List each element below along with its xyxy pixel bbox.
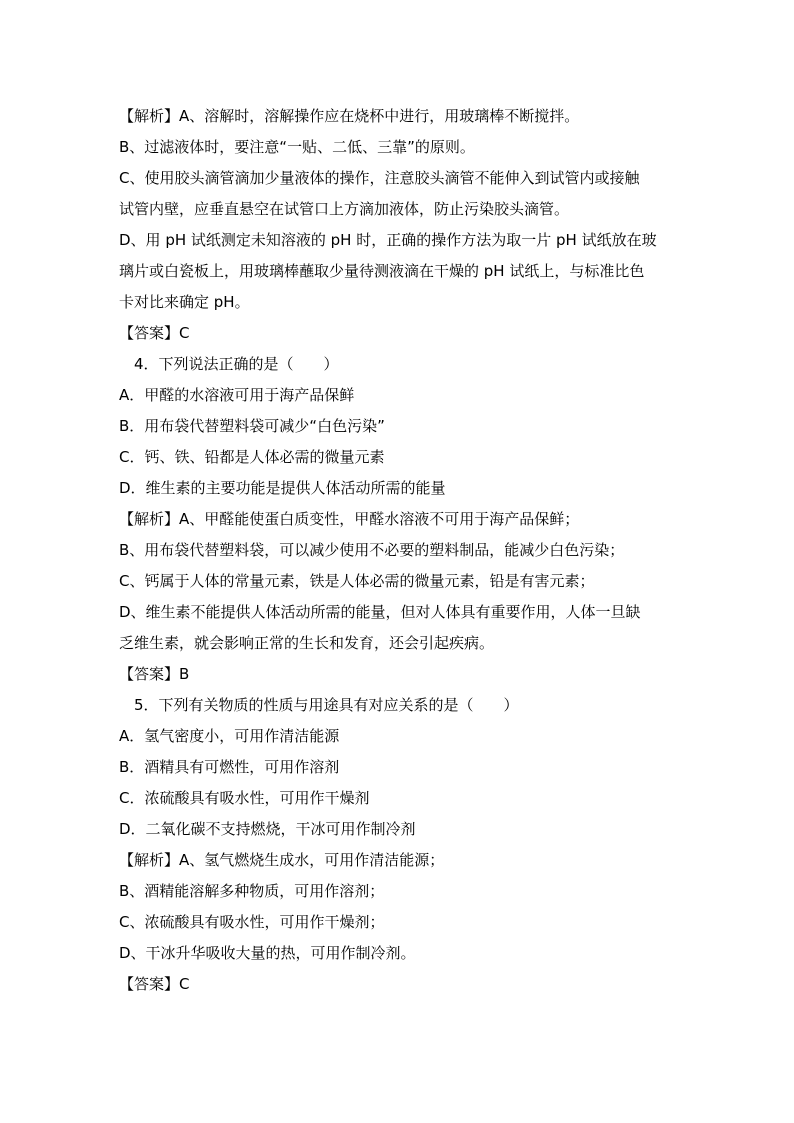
q4-analysis: [119, 504, 681, 659]
q5-option-d: D．二氧化碳不支持燃烧，干冰可用作制冷剂: [119, 820, 416, 838]
q3-analysis-line-3: C、使用胶头滴管滴加少量液体的操作，注意胶头滴管不能伸入到试管内或接触: [119, 169, 640, 187]
q5-analysis-line-4: D、干冰升华吸收大量的热，可用作制冷剂。: [119, 944, 416, 962]
question-5: [119, 690, 681, 845]
q3-analysis-line-7: 卡对比来确定 pH。: [119, 293, 250, 311]
q5-option-a: A．氢气密度小，可用作清洁能源: [119, 727, 340, 745]
q3-analysis-line-1: 【解析】A、溶解时，溶解操作应在烧杯中进行，用玻璃棒不断搅拌。: [119, 107, 580, 125]
q4-analysis-line-4: D、维生素不能提供人体活动所需的能量，但对人体具有重要作用，人体一旦缺: [119, 603, 641, 621]
q4-option-b: B．用布袋代替塑料袋可减少“白色污染”: [119, 417, 385, 435]
q5-analysis-line-3: C、浓硫酸具有吸水性，可用作干燥剂；: [119, 913, 385, 931]
q4-analysis-line-5: 乏维生素，就会影响正常的生长和发育，还会引起疾病。: [119, 634, 495, 652]
q4-stem: 4．下列说法正确的是（ ）: [134, 355, 339, 373]
q3-analysis-line-2: B、过滤液体时，要注意“一贴、二低、三靠”的原则。: [119, 138, 475, 156]
q5-analysis-line-2: B、酒精能溶解多种物质，可用作溶剂；: [119, 882, 385, 900]
q3-analysis-line-5: D、用 pH 试纸测定未知溶液的 pH 时，正确的操作方法为取一片 pH 试纸放在玻: [119, 231, 657, 249]
q4-answer: 【答案】B: [119, 665, 190, 683]
q5-analysis-line-1: 【解析】A、氢气燃烧生成水，可用作清洁能源；: [119, 851, 445, 869]
q5-analysis: [119, 845, 681, 969]
q3-analysis: [119, 101, 681, 318]
q4-analysis-line-2: B、用布袋代替塑料袋，可以减少使用不必要的塑料制品，能减少白色污染；: [119, 541, 625, 559]
q3-analysis-line-6: 璃片或白瓷板上，用玻璃棒蘸取少量待测液滴在干燥的 pH 试纸上，与标准比色: [119, 262, 645, 280]
q5-stem: 5．下列有关物质的性质与用途具有对应关系的是（ ）: [134, 696, 519, 714]
q5-answer: 【答案】C: [119, 975, 190, 993]
question-4: [119, 349, 681, 504]
q3-analysis-line-4: 试管内壁，应垂直悬空在试管口上方滴加液体，防止污染胶头滴管。: [119, 200, 570, 218]
document-content: [119, 101, 681, 1000]
q4-analysis-line-3: C、钙属于人体的常量元素，铁是人体必需的微量元素，铅是有害元素；: [119, 572, 595, 590]
q5-option-c: C．浓硫酸具有吸水性，可用作干燥剂: [119, 789, 370, 807]
q5-option-b: B．酒精具有可燃性，可用作溶剂: [119, 758, 340, 776]
q3-answer: 【答案】C: [119, 324, 190, 342]
q4-analysis-line-1: 【解析】A、甲醛能使蛋白质变性，甲醛水溶液不可用于海产品保鲜；: [119, 510, 580, 528]
q4-option-d: D．维生素的主要功能是提供人体活动所需的能量: [119, 479, 446, 497]
q4-option-c: C．钙、铁、铅都是人体必需的微量元素: [119, 448, 385, 466]
q4-option-a: A．甲醛的水溶液可用于海产品保鲜: [119, 386, 355, 404]
